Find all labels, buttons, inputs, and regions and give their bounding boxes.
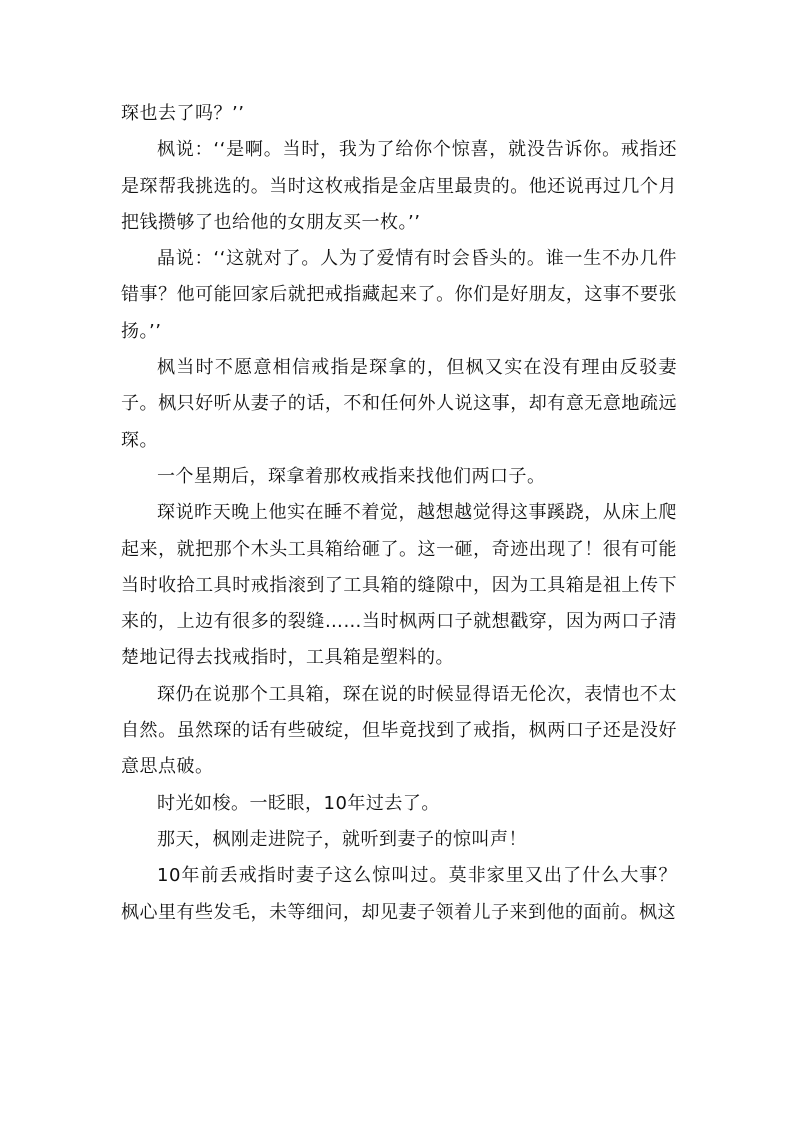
paragraph: 那天，枫刚走进院子，就听到妻子的惊叫声！ — [157, 828, 527, 850]
paragraph: 晶说：‘‘这就对了。人为了爱情有时会昏头的。谁一生不办几件错事？他可能回家后就把戒指藏起来了。你们是好朋友，这事不要张扬。’’ — [121, 248, 677, 342]
paragraph: 琛说昨天晚上他实在睡不着觉，越想越觉得这事蹊跷，从床上爬起来，就把那个木头工具箱给砸了。这一砸，奇迹出现了！很有可能当时收拾工具时戒指滚到了工具箱的缝隙中，因为工具箱是祖上传下来的，上边有很多的裂缝……当时枫两口子就想戳穿，因为两口子清楚地记得去找戒指时，工具箱是塑料的。 — [121, 502, 677, 669]
document-page — [121, 96, 677, 931]
paragraph: 枫当时不愿意相信戒指是琛拿的，但枫又实在没有理由反驳妻子。枫只好听从妻子的话，不和任何外人说这事，却有意无意地疏远琛。 — [121, 357, 677, 451]
paragraph: 10年前丢戒指时妻子这么惊叫过。莫非家里又出了什么大事？枫心里有些发毛，未等细问，却见妻子领着儿子来到他的面前。枫这 — [121, 865, 677, 923]
paragraph: 琛仍在说那个工具箱，琛在说的时候显得语无伦次，表情也不太自然。虽然琛的话有些破绽，但毕竟找到了戒指，枫两口子还是没好意思点破。 — [121, 683, 677, 778]
paragraph: 枫说：‘‘是啊。当时，我为了给你个惊喜，就没告诉你。戒指还是琛帮我挑选的。当时这枚戒指是金店里最贵的。他还说再过几个月把钱攒够了也给他的女朋友买一枚。’’ — [121, 139, 677, 233]
paragraph: 琛也去了吗？’’ — [121, 103, 245, 124]
paragraph: 一个星期后，琛拿着那枚戒指来找他们两口子。 — [157, 465, 546, 487]
paragraph: 时光如梭。一眨眼，10年过去了。 — [157, 792, 440, 814]
